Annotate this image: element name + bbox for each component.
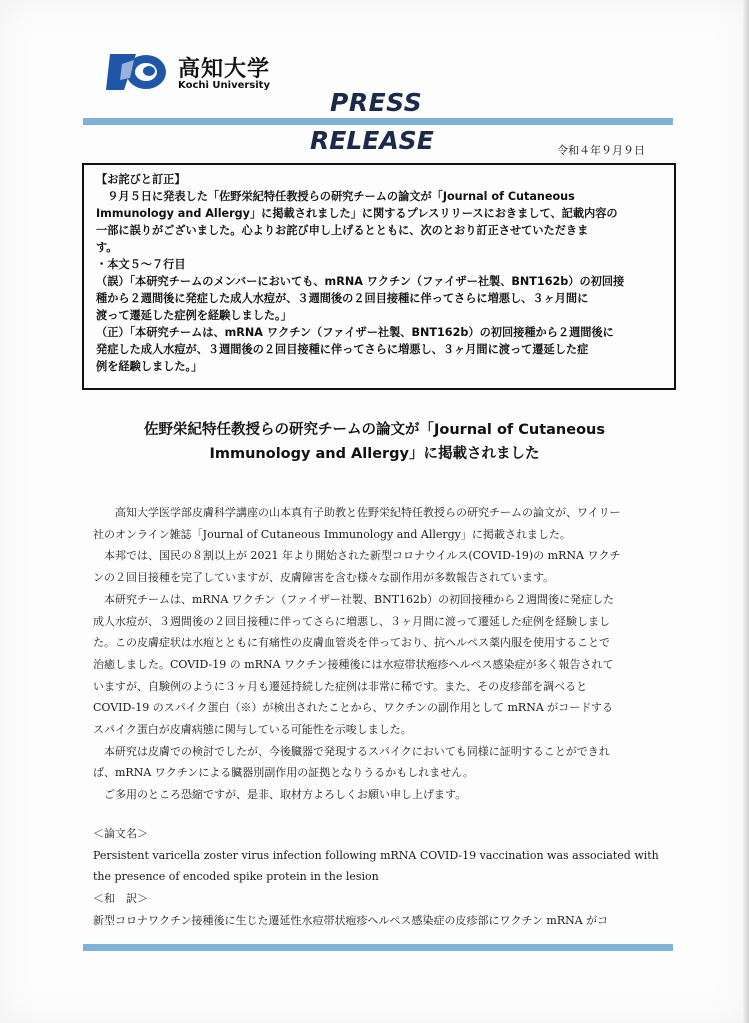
article-body <box>93 502 673 806</box>
notice-line: 【お詫びと訂正】 <box>96 173 186 186</box>
reference-line: Persistent varicella zoster virus infection following mRNA COVID-19 vaccination was associated with <box>93 848 659 862</box>
body-line: 本邦では、国民の８割以上が 2021 年より開始された新型コロナウイルス(COVID-19)の mRNA ワクチ <box>93 549 621 563</box>
release-date: 令和４年９月９日 <box>557 144 645 157</box>
body-line: スパイク蛋白が皮膚病態に関与している可能性を示唆しました。 <box>93 723 412 737</box>
correction-notice-box <box>82 163 676 390</box>
notice-line: （誤）「本研究チームのメンバーにおいても、mRNA ワクチン（ファイザー社製、BNT162b）の初回接 <box>96 275 625 288</box>
notice-line: 発症した成人水痘が、３週間後の２回目接種に伴ってさらに増悪し、３ヶ月間に渡って遷延した症 <box>96 343 589 356</box>
notice-line: 一部に誤りがございました。心よりお詫び申し上げるとともに、次のとおり訂正させていただきま <box>96 224 589 237</box>
kochi-university-logo <box>106 50 286 98</box>
notice-line: 例を経験しました。」 <box>96 360 203 373</box>
body-line: 本研究は皮膚での検討でしたが、今後臓器で発現するスパイクにおいても同様に証明することができれ <box>93 744 610 758</box>
notice-line: Immunology and Allergy」に掲載されました」に関するプレスリリースにおきまして、記載内容の <box>96 207 618 220</box>
release-heading: RELEASE <box>310 126 434 155</box>
body-line: COVID-19 のスパイク蛋白（※）が検出されたことから、ワクチンの副作用として mRNA がコードする <box>93 701 613 715</box>
reference-line: ＜和 訳＞ <box>93 892 148 906</box>
body-line: いますが、自験例のように３ヶ月も遷延持続した症例は非常に稀です。また、その皮疹部を調べると <box>93 679 588 693</box>
page-edge-shadow <box>743 0 749 1023</box>
reference-line: the presence of encoded spike protein in the lesion <box>93 870 379 884</box>
notice-line: す。 <box>96 241 118 254</box>
notice-line: 渡って遷延した症例を経験しました。」 <box>96 309 292 322</box>
body-line: 社のオンライン雑誌「Journal of Cutaneous Immunology and Allergy」に掲載されました。 <box>93 527 571 541</box>
reference-line: ＜論文名＞ <box>93 827 148 840</box>
notice-line: （正）「本研究チームは、mRNA ワクチン（ファイザー社製、BNT162b）の初回接種から２週間後に <box>96 326 614 339</box>
university-name-jp: 高知大学 <box>178 57 271 82</box>
press-heading: PRESS <box>330 88 423 117</box>
body-line: 成人水痘が、３週間後の２回目接種に伴ってさらに増悪し、３ヶ月間に渡って遷延した症例を経験しまし <box>93 614 610 628</box>
article-title-line-1: 佐野栄紀特任教授らの研究チームの論文が「Journal of Cutaneous <box>143 422 606 438</box>
body-line: ご多用のところ恐縮ですが、是非、取材方よろしくお願い申し上げます。 <box>93 788 467 802</box>
body-line: 本研究チームは、mRNA ワクチン（ファイザー社製、BNT162b）の初回接種から２週間後に発症した <box>93 592 615 606</box>
article-title-line-2: Immunology and Allergy」に掲載されました <box>209 446 540 462</box>
body-line: 高知大学医学部皮膚科学講座の山本真有子助教と佐野栄紀特任教授らの研究チームの論文が、ワイリー <box>93 506 621 519</box>
university-emblem-icon <box>106 50 168 92</box>
notice-line: 種から２週間後に発症した成人水痘が、３週間後の２回目接種に伴ってさらに増悪し、３ヶ月間に <box>96 292 589 305</box>
university-name-en: Kochi University <box>178 80 270 91</box>
header-divider-bar <box>83 118 673 125</box>
reference-line: 新型コロナワクチン接種後に生じた遷延性水痘帯状疱疹ヘルペス感染症の皮疹部にワクチン mRNA がコ <box>93 913 609 927</box>
body-line: 治癒しました。COVID-19 の mRNA ワクチン接種後には水痘帯状疱疹ヘルペス感染症が多く報告されて <box>93 657 614 671</box>
footer-divider-bar <box>83 944 673 951</box>
notice-line: ・本文５～７行目 <box>96 258 186 271</box>
body-line: た。この皮膚症状は水疱とともに有痛性の皮膚血管炎を伴っており、抗ヘルペス薬内服を使用することで <box>93 636 610 650</box>
body-line: ンの２回目接種を完了していますが、皮膚障害を含む様々な副作用が多数報告されています。 <box>93 571 555 585</box>
body-line: ば、mRNA ワクチンによる臓器別副作用の証拠となりうるかもしれません。 <box>93 766 474 780</box>
paper-reference <box>93 823 659 932</box>
notice-line: ９月５日に発表した「佐野栄紀特任教授らの研究チームの論文が「Journal of Cutaneous <box>96 190 575 203</box>
